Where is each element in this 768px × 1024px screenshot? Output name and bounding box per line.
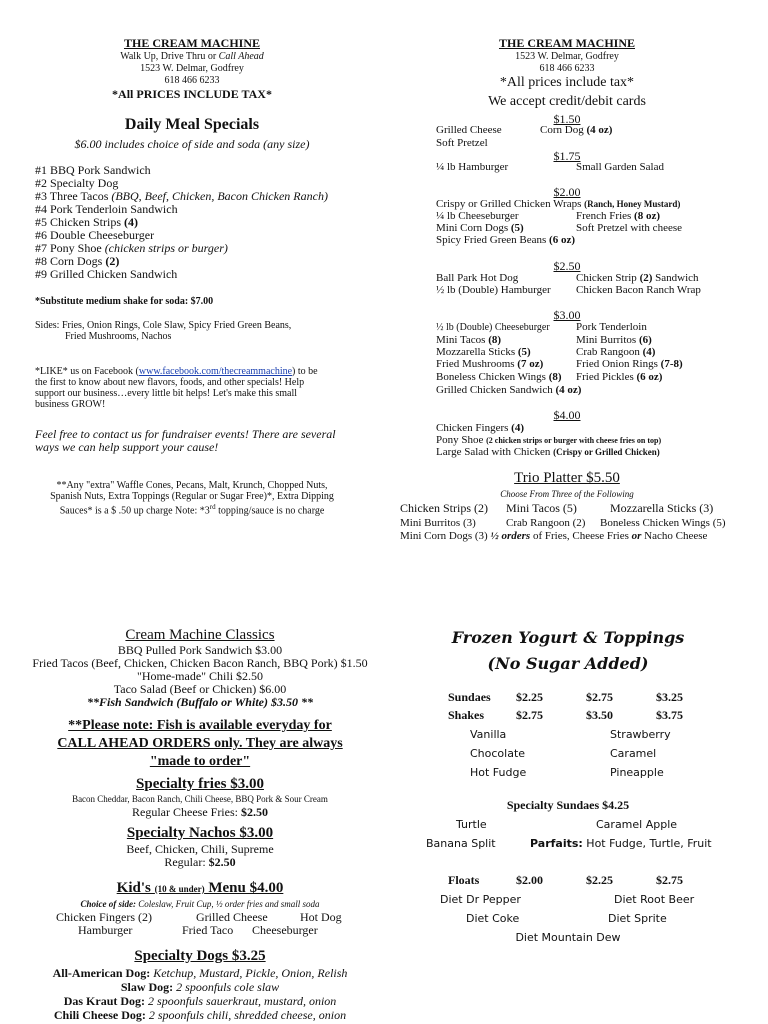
item-grilled-cheese: Grilled Cheese bbox=[436, 124, 502, 136]
item-name: Mini Tacos bbox=[436, 334, 489, 346]
sundaes-price-medium: $2.75 bbox=[586, 690, 613, 704]
item-name: Chicken Strip bbox=[576, 272, 640, 284]
floats-price-small: $2.00 bbox=[516, 873, 543, 887]
item-name: Boneless Chicken Wings bbox=[436, 371, 549, 383]
extras-superscript: rd bbox=[209, 503, 216, 511]
drink-diet-sprite: Diet Sprite bbox=[608, 912, 667, 925]
item-half-cheeseburger: ½ lb (Double) Cheeseburger bbox=[436, 322, 550, 333]
specialty-fries-list: Bacon Cheddar, Bacon Ranch, Chili Cheese, BBQ Pork & Sour Cream bbox=[72, 794, 328, 804]
fish-note-3: "made to order" bbox=[149, 754, 251, 769]
flavor-pineapple: Pineapple bbox=[610, 766, 664, 779]
item-name: Fried Onion Rings bbox=[576, 358, 661, 370]
regular-nachos-price: $2.50 bbox=[208, 855, 236, 869]
facebook-text: *LIKE* us on Facebook ( bbox=[35, 366, 139, 377]
sides-line-1: Sides: Fries, Onion Rings, Cole Slaw, Spicy Fried Green Beans, bbox=[35, 320, 292, 331]
facebook-line-4: business GROW! bbox=[35, 399, 106, 410]
special-item-name: #1 BBQ Pork Sandwich bbox=[35, 163, 151, 177]
item-qty: (2) bbox=[639, 272, 653, 284]
special-item-detail: (chicken strips or burger) bbox=[104, 241, 228, 255]
item-qty: (4 oz) bbox=[555, 384, 582, 396]
fish-note-1: **Please note: Fish is available everyday for bbox=[68, 718, 332, 733]
specialty-sundaes-title: Specialty Sundaes $4.25 bbox=[506, 798, 630, 812]
item-name: Mini Burritos bbox=[576, 334, 639, 346]
floats-price-medium: $2.25 bbox=[586, 873, 613, 887]
regular-cheese-fries bbox=[0, 806, 400, 819]
yogurt-subtitle: (No Sugar Added) bbox=[487, 654, 649, 673]
trio-line-3 bbox=[400, 530, 707, 543]
price-header-2-50: $2.50 bbox=[553, 259, 581, 273]
kids-cheeseburger: Cheeseburger bbox=[252, 923, 318, 937]
sides-line-2: Fried Mushrooms, Nachos bbox=[65, 331, 172, 342]
classics-item-3: "Home-made" Chili $2.50 bbox=[136, 669, 264, 683]
facebook-text-end: ) to be bbox=[292, 366, 318, 377]
kids-chicken-fingers: Chicken Fingers (2) bbox=[56, 910, 152, 924]
item-large-salad bbox=[436, 446, 660, 459]
flavor-caramel: Caramel bbox=[610, 747, 657, 760]
call-ahead-text: Call Ahead bbox=[218, 51, 264, 62]
shop-name: THE CREAM MACHINE bbox=[123, 36, 260, 50]
specialty-dog-name: Chili Cheese Dog: bbox=[53, 1008, 146, 1022]
drink-diet-dr-pepper: Diet Dr Pepper bbox=[440, 893, 521, 906]
specialty-dog-item bbox=[0, 1008, 400, 1022]
item-name: French Fries bbox=[576, 210, 635, 222]
flavor-strawberry: Strawberry bbox=[610, 728, 671, 741]
trio-nacho-cheese: Nacho Cheese bbox=[641, 530, 708, 542]
classics-fish: **Fish Sandwich (Buffalo or White) $3.50 ** bbox=[87, 695, 313, 709]
specialty-dog-desc: 2 spoonfuls sauerkraut, mustard, onion bbox=[145, 994, 337, 1008]
kids-age: (10 & under) bbox=[154, 884, 205, 894]
floats-label: Floats bbox=[448, 873, 480, 887]
specialty-dogs-title: Specialty Dogs $3.25 bbox=[134, 948, 266, 964]
kids-menu-title bbox=[0, 880, 400, 897]
special-item-name: #9 Grilled Chicken Sandwich bbox=[35, 267, 178, 281]
sundae-banana-split: Banana Split bbox=[426, 837, 496, 850]
item-name: Corn Dog bbox=[540, 124, 587, 136]
extras-text: Sauces* is a $ .50 up charge Note: *3 bbox=[59, 505, 210, 517]
trio-mozzarella-sticks: Mozzarella Sticks (3) bbox=[610, 501, 714, 515]
regular-cheese-fries-label: Regular Cheese Fries: bbox=[132, 805, 241, 819]
trio-title: Trio Platter $5.50 bbox=[514, 470, 620, 486]
special-item-name: #4 Pork Tenderloin Sandwich bbox=[35, 202, 178, 216]
specials-title: Daily Meal Specials bbox=[124, 116, 260, 133]
tagline bbox=[0, 51, 384, 62]
parfaits bbox=[530, 837, 712, 850]
item-qty: (8) bbox=[548, 371, 562, 383]
flavor-vanilla: Vanilla bbox=[470, 728, 507, 741]
item-name: Mini Corn Dogs bbox=[436, 222, 511, 234]
a-la-carte-panel bbox=[384, 30, 768, 550]
specials-list bbox=[35, 164, 328, 281]
drink-diet-coke: Diet Coke bbox=[466, 912, 520, 925]
trio-mini-corn-dogs: Mini Corn Dogs (3) bbox=[400, 530, 491, 542]
parfaits-options: Hot Fudge, Turtle, Fruit bbox=[582, 837, 712, 850]
item-pork-tenderloin: Pork Tenderloin bbox=[576, 321, 647, 333]
special-item-qty: (4) bbox=[124, 215, 138, 229]
drink-diet-root-beer: Diet Root Beer bbox=[614, 893, 695, 906]
yogurt-title: Frozen Yogurt & Toppings bbox=[451, 628, 685, 647]
facebook-link[interactable]: www.facebook.com/thecreammachine bbox=[138, 366, 293, 377]
trio-or: or bbox=[631, 530, 642, 542]
specialty-dog-desc: 2 spoonfuls chili, shredded cheese, onion bbox=[145, 1008, 347, 1022]
daily-specials-panel bbox=[0, 30, 384, 530]
facebook-line-1 bbox=[35, 366, 318, 377]
regular-nachos-label: Regular: bbox=[164, 855, 209, 869]
price-header-1-50: $1.50 bbox=[553, 112, 581, 126]
kids-grilled-cheese: Grilled Cheese bbox=[196, 910, 268, 924]
price-header-3-00: $3.00 bbox=[553, 308, 581, 322]
drink-diet-mountain-dew: Diet Mountain Dew bbox=[515, 931, 621, 944]
item-qty: (2 chicken strips or burger with cheese fries on top) bbox=[486, 436, 662, 445]
shakes-label: Shakes bbox=[448, 708, 485, 722]
extras-line-1: **Any "extra" Waffle Cones, Pecans, Malt, Krunch, Chopped Nuts, bbox=[56, 480, 328, 491]
item-fried-mushrooms bbox=[436, 358, 543, 371]
specials-subtitle: $6.00 includes choice of side and soda (any size) bbox=[74, 137, 310, 151]
item-qty: (8 oz) bbox=[634, 210, 661, 222]
specialty-dogs-list bbox=[0, 966, 400, 1022]
specialty-nachos-title: Specialty Nachos $3.00 bbox=[126, 825, 274, 841]
regular-cheese-fries-price: $2.50 bbox=[240, 805, 268, 819]
fundraiser-line-1: Feel free to contact us for fundraiser events! There are several bbox=[35, 427, 336, 441]
item-qty: (4) bbox=[511, 422, 524, 434]
sundaes-price-large: $3.25 bbox=[656, 690, 683, 704]
extras-text-end: topping/sauce is no charge bbox=[215, 505, 325, 517]
special-item-name: #2 Specialty Dog bbox=[35, 176, 119, 190]
tax-note-2: *All prices include tax* bbox=[499, 75, 635, 90]
shop-name-2: THE CREAM MACHINE bbox=[498, 36, 635, 50]
item-qty: (7 oz) bbox=[517, 358, 544, 370]
item-bacon-ranch-wrap: Chicken Bacon Ranch Wrap bbox=[576, 284, 701, 296]
regular-nachos bbox=[0, 856, 400, 869]
item-name: Large Salad with Chicken bbox=[436, 446, 554, 458]
kids-price: Menu $4.00 bbox=[204, 880, 284, 896]
specialty-dog-item bbox=[0, 980, 400, 994]
trio-mini-burritos: Mini Burritos (3) bbox=[400, 517, 476, 529]
classics-item-2: Fried Tacos (Beef, Chicken, Chicken Bacon Ranch, BBQ Pork) $1.50 bbox=[32, 656, 368, 670]
classics-panel bbox=[0, 620, 384, 1024]
trio-boneless-wings: Boneless Chicken Wings (5) bbox=[600, 517, 726, 529]
item-name: Fried Pickles bbox=[576, 371, 637, 383]
specialty-dog-name: Das Kraut Dog: bbox=[63, 994, 146, 1008]
item-qty: (7-8) bbox=[660, 358, 683, 370]
specialty-dog-item bbox=[0, 966, 400, 980]
item-name: Crab Rangoon bbox=[576, 346, 643, 358]
price-header-1-75: $1.75 bbox=[553, 149, 581, 163]
specialty-dog-desc: 2 spoonfuls cole slaw bbox=[173, 980, 280, 994]
specialty-fries-title: Specialty fries $3.00 bbox=[136, 776, 264, 792]
item-quarter-hamburger: ¼ lb Hamburger bbox=[436, 161, 509, 173]
sundae-caramel-apple: Caramel Apple bbox=[596, 818, 678, 831]
special-item-name: #5 Chicken Strips bbox=[35, 215, 124, 229]
item-qty: (6 oz) bbox=[549, 234, 575, 246]
phone-2: 618 466 6233 bbox=[539, 63, 595, 74]
item-soft-pretzel: Soft Pretzel bbox=[436, 137, 488, 149]
sundaes-price-small: $2.25 bbox=[516, 690, 543, 704]
item-name: Fried Mushrooms bbox=[436, 358, 518, 370]
item-corn-dog bbox=[540, 124, 612, 137]
specialty-dog-item bbox=[0, 994, 400, 1008]
address-2: 1523 W. Delmar, Godfrey bbox=[515, 51, 619, 62]
parfaits-label: Parfaits: bbox=[530, 837, 583, 850]
classics-item-4: Taco Salad (Beef or Chicken) $6.00 bbox=[113, 682, 287, 696]
extras-line-2: Spanish Nuts, Extra Toppings (Regular or Sugar Free)*, Extra Dipping bbox=[50, 491, 334, 502]
item-name: Chicken Fingers bbox=[436, 422, 512, 434]
item-qty: (6 oz) bbox=[636, 371, 663, 383]
special-item-name: #6 Double Cheeseburger bbox=[35, 228, 155, 242]
kids-side-options: Coleslaw, Fruit Cup, ½ order fries and small soda bbox=[135, 899, 320, 909]
floats-price-large: $2.75 bbox=[656, 873, 683, 887]
specialty-dog-name: Slaw Dog: bbox=[120, 980, 174, 994]
trio-subtitle: Choose From Three of the Following bbox=[500, 489, 634, 499]
flavor-chocolate: Chocolate bbox=[470, 747, 526, 760]
item-qty: (5) bbox=[517, 346, 531, 358]
kids-side-label: Choice of side: bbox=[80, 899, 136, 909]
price-header-2-00: $2.00 bbox=[553, 185, 581, 199]
specialty-dog-name: All-American Dog: bbox=[52, 966, 151, 980]
special-item-name: #3 Three Tacos bbox=[35, 189, 112, 203]
item-qty: (6) bbox=[638, 334, 652, 346]
special-item bbox=[35, 268, 328, 281]
special-item-name: #8 Corn Dogs bbox=[35, 254, 106, 268]
item-name: Crispy or Grilled Chicken Wraps bbox=[436, 198, 585, 210]
trio-chicken-strips: Chicken Strips (2) bbox=[400, 501, 488, 515]
trio-fries-text: of Fries, Cheese Fries bbox=[530, 530, 632, 542]
item-name: Mozzarella Sticks bbox=[436, 346, 518, 358]
shakes-price-small: $2.75 bbox=[516, 708, 543, 722]
item-name: Pony Shoe bbox=[436, 434, 487, 446]
special-item-name: #7 Pony Shoe bbox=[35, 241, 105, 255]
item-qty: (8) bbox=[488, 334, 502, 346]
classics-item-1: BBQ Pulled Pork Sandwich $3.00 bbox=[117, 643, 283, 657]
shakes-price-medium: $3.50 bbox=[586, 708, 613, 722]
special-item-detail: (BBQ, Beef, Chicken, Bacon Chicken Ranch) bbox=[111, 189, 328, 203]
shakes-price-large: $3.75 bbox=[656, 708, 683, 722]
item-pretzel-cheese: Soft Pretzel with cheese bbox=[576, 222, 682, 234]
sundae-turtle: Turtle bbox=[456, 818, 487, 831]
item-name: Spicy Fried Green Beans bbox=[436, 234, 550, 246]
frozen-yogurt-panel bbox=[384, 620, 768, 1024]
fundraiser-line-2: ways we can help support your cause! bbox=[35, 440, 219, 454]
item-quarter-cheeseburger: ¼ lb Cheeseburger bbox=[436, 210, 519, 222]
trio-half-orders: ½ orders bbox=[490, 530, 531, 542]
item-hot-dog: Ball Park Hot Dog bbox=[436, 272, 519, 284]
credit-note: We accept credit/debit cards bbox=[488, 94, 646, 109]
tagline-text: Walk Up, Drive Thru or bbox=[120, 51, 219, 62]
item-green-beans bbox=[436, 234, 575, 247]
address: 1523 W. Delmar, Godfrey bbox=[140, 63, 244, 74]
item-qty: (Ranch, Honey Mustard) bbox=[584, 199, 681, 209]
item-garden-salad: Small Garden Salad bbox=[576, 161, 664, 173]
item-grilled-chicken-sandwich bbox=[436, 384, 581, 397]
special-item-qty: (2) bbox=[105, 254, 120, 268]
item-fried-pickles bbox=[576, 371, 662, 384]
sundaes-label: Sundaes bbox=[448, 690, 491, 704]
facebook-line-3: support our business…every little bit helps! Let's make this small bbox=[35, 388, 298, 399]
kids-hot-dog: Hot Dog bbox=[300, 910, 342, 924]
phone: 618 466 6233 bbox=[164, 75, 220, 86]
classics-title: Cream Machine Classics bbox=[125, 627, 275, 643]
extras-line-3 bbox=[0, 502, 384, 516]
price-header-4-00: $4.00 bbox=[553, 408, 581, 422]
item-qty: (4 oz) bbox=[586, 124, 613, 136]
trio-crab-rangoon: Crab Rangoon (2) bbox=[506, 517, 586, 529]
fish-note-2: CALL AHEAD ORDERS only. They are always bbox=[57, 736, 343, 751]
specialty-nachos-list: Beef, Chicken, Chili, Supreme bbox=[126, 842, 274, 856]
kids-label: Kid's bbox=[116, 880, 155, 896]
item-qty: (Crispy or Grilled Chicken) bbox=[553, 447, 660, 457]
item-half-hamburger: ½ lb (Double) Hamburger bbox=[436, 284, 551, 296]
item-boneless-wings bbox=[436, 371, 562, 384]
facebook-line-2: the first to know about new flavors, foods, and other specials! Help bbox=[35, 377, 305, 388]
tax-note: *All PRICES INCLUDE TAX* bbox=[112, 87, 272, 101]
trio-mini-tacos: Mini Tacos (5) bbox=[506, 501, 577, 515]
item-name: Grilled Chicken Sandwich bbox=[436, 384, 556, 396]
kids-side-choice bbox=[0, 899, 400, 909]
item-onion-rings bbox=[576, 358, 683, 371]
item-name-end: Sandwich bbox=[652, 272, 699, 284]
item-qty: (4) bbox=[642, 346, 656, 358]
kids-fried-taco: Fried Taco bbox=[182, 923, 234, 937]
substitute-note: *Substitute medium shake for soda: $7.00 bbox=[35, 296, 214, 307]
flavor-hot-fudge: Hot Fudge bbox=[470, 766, 527, 779]
kids-hamburger: Hamburger bbox=[78, 923, 133, 937]
specialty-dog-desc: Ketchup, Mustard, Pickle, Onion, Relish bbox=[150, 966, 348, 980]
item-qty: (5) bbox=[510, 222, 524, 234]
